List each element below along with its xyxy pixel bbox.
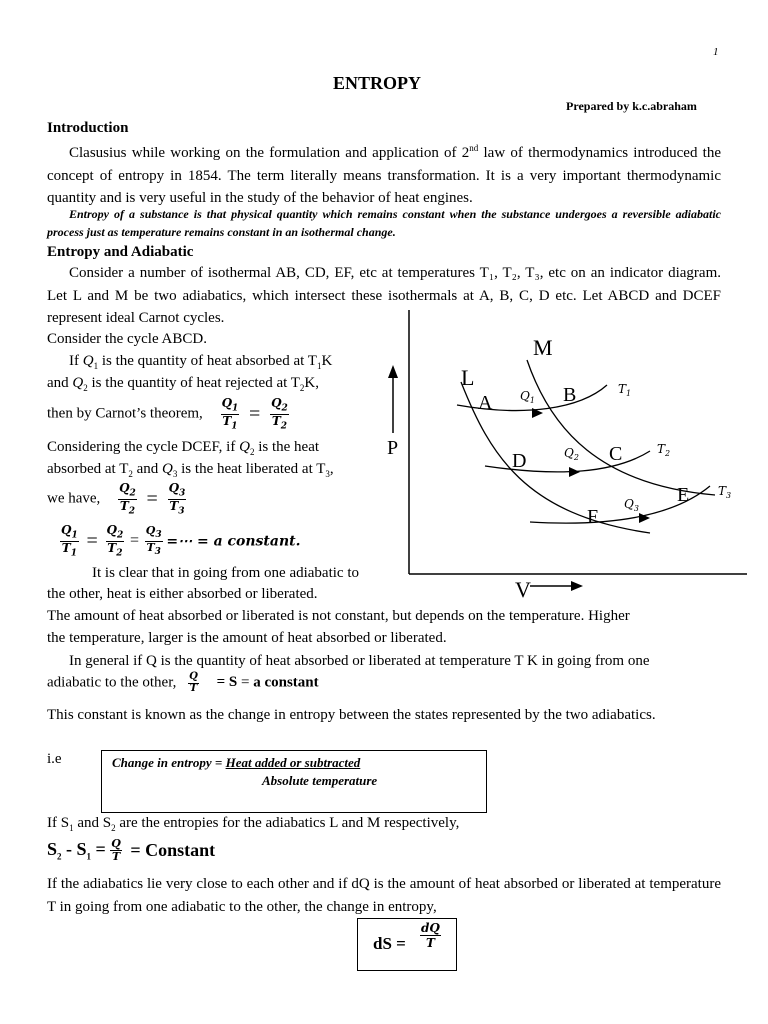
v-arrowhead	[571, 581, 583, 591]
label-P: P	[387, 437, 399, 459]
fraction-q1-t1: $\frac{Q_1}{T_1}$	[221, 396, 239, 432]
page-title: ENTROPY	[333, 73, 422, 93]
higher-temp-line: the temperature, larger is the amount of heat absorbed or liberated.	[47, 630, 447, 646]
fraction-q2-t2-b: $\frac{Q_2}{T_2}$	[119, 481, 136, 517]
section-heading-entropy-adiabatic: Entropy and Adiabatic	[47, 244, 194, 260]
author-line: Prepared by k.c.abraham	[566, 99, 697, 113]
page-number: 1	[713, 46, 719, 58]
cycle-dcef-line: Considering the cycle DCEF, if $Q_2$ is the heat	[47, 439, 320, 457]
clear-line: It is clear that in going from one adiabatic to	[92, 565, 359, 581]
arrow-q2	[569, 467, 580, 477]
constant-ratio-equation: $\frac{Q_1}{T_1}$ = $\frac{Q_2}{T_2}$ = $\frac{Q_3}{T_3}$ =⋯ = a constant.	[61, 523, 301, 559]
entropies-line: If $S_1$ and $S_2$ are the entropies for the adiabatics L and M respectively,	[47, 815, 460, 833]
entropy-difference-equation: $S_2 - S_1$ = $\frac{Q}{T}$ = Constant	[47, 837, 216, 863]
section-heading-introduction: Introduction	[47, 120, 129, 136]
label-T1: $T_1$	[618, 382, 632, 398]
intro-paragraph: Clasusius while working on the formulation and application of 2nd law of thermodynamics introduced the concept of entropy in 1854. The term literally means transformation. It is a very important thermodynamic quantity and is very useful in the study of the behavior of heat engines.	[47, 143, 721, 206]
label-T3: $T_3$	[718, 484, 732, 500]
p-arrowhead	[388, 365, 398, 378]
label-D: D	[512, 450, 527, 472]
label-B: B	[563, 384, 577, 406]
entropy-change-paragraph: This constant is known as the change in entropy between the states represented by the two adiabatics.	[47, 707, 656, 723]
we-have-line: we have, $\frac{Q_2}{T_2}$ = $\frac{Q_3}{T_3}$	[47, 481, 186, 517]
ie-label: i.e	[47, 751, 62, 767]
not-constant-line: The amount of heat absorbed or liberated is not constant, but depends on the temperature. Higher	[47, 608, 630, 624]
pv-indicator-diagram	[375, 305, 755, 605]
fraction-q2-t2: $\frac{Q_2}{T_2}$	[271, 396, 288, 432]
label-Q2: $Q_2$	[564, 446, 579, 462]
label-C: C	[609, 443, 623, 465]
cycle-abcd-line: Consider the cycle ABCD.	[47, 331, 207, 347]
label-E: E	[677, 484, 690, 506]
adiabatic-M	[527, 360, 715, 495]
heat-liberated-line: absorbed at $T_2$ and $Q_3$ is the heat liberated at $T_3$,	[47, 461, 334, 479]
label-Q3: $Q_3$	[624, 497, 639, 513]
label-L: L	[461, 365, 475, 390]
fraction-q3-t3: $\frac{Q_3}{T_3}$	[168, 481, 186, 517]
heat-absorbed-line: If $Q_1$ is the quantity of heat absorbed at $T_1K$	[69, 353, 333, 371]
entropy-definition-box: Change in entropy = Heat added or subtracted Absolute temperature	[101, 750, 487, 813]
heat-rejected-line: and $Q_2$ is the quantity of heat rejected at $T_2K$,	[47, 375, 320, 393]
label-Q1: $Q_1$	[520, 389, 535, 405]
entropy-definition: Entropy of a substance is that physical quantity which remains constant when the substance undergoes a reversible adiabatic process just as temperature remains constant in an isothermal change.	[47, 207, 721, 239]
carnot-theorem-line: then by Carnot’s theorem, $\frac{Q_1}{T_1}$ = $\frac{Q_2}{T_2}$	[47, 396, 288, 432]
label-A: A	[478, 392, 493, 414]
general-line: In general if Q is the quantity of heat absorbed or liberated at temperature T K in going from one	[69, 653, 650, 669]
label-T2: $T_2$	[657, 442, 671, 458]
label-V: V	[515, 577, 531, 602]
label-F: F	[587, 506, 599, 528]
label-M: M	[533, 335, 553, 360]
ds-equation-box: dS = dQ T	[357, 918, 457, 971]
close-adiabatics-paragraph: If the adiabatics lie very close to each other and if dQ is the amount of heat absorbed or liberated at temperature T in going from one adiabatic to the other, the change in entropy,	[47, 876, 721, 915]
either-line: the other, heat is either absorbed or liberated.	[47, 586, 318, 602]
isothermal-paragraph: Consider a number of isothermal AB, CD, EF, etc at temperatures T₁, T₂, T₃, etc on an indicator diagram. Let L and M be two adiabatics, which intersect these isothermals at A, B, C, D etc. Let ABCD and DCEF represent ideal Carnot cycles.	[47, 265, 721, 326]
entropy-constant-line: adiabatic to the other, $\frac{Q}{T}$ = S = a constant	[47, 671, 319, 694]
